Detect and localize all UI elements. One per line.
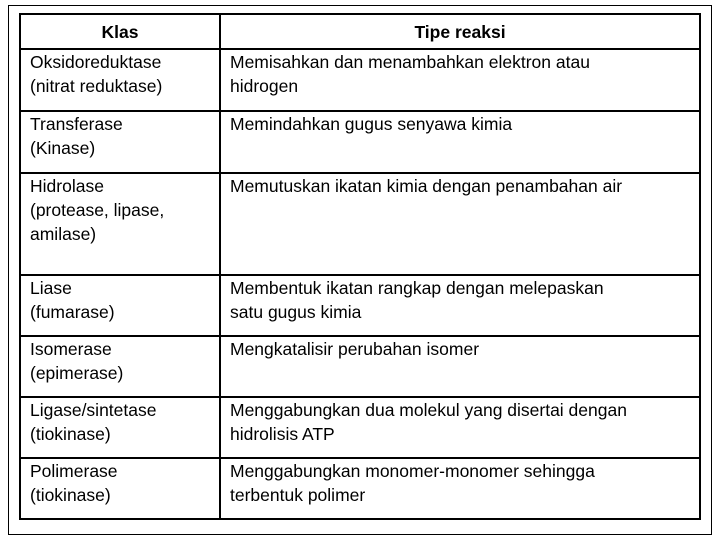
tipe-cell bbox=[220, 173, 700, 275]
header-row bbox=[20, 14, 700, 49]
header-tipe-reaksi: Tipe reaksi bbox=[220, 14, 700, 49]
table-row bbox=[20, 397, 700, 458]
klas-cell bbox=[20, 275, 220, 336]
klas-name: Ligase/sintetase bbox=[30, 400, 157, 420]
klas-name: Oksidoreduktase bbox=[30, 52, 162, 72]
klas-cell bbox=[20, 336, 220, 397]
header-klas: Klas bbox=[20, 14, 220, 49]
tipe-line: Memisahkan dan menambahkan elektron atau bbox=[230, 52, 590, 72]
tipe-line: Menggabungkan monomer-monomer sehingga bbox=[230, 461, 595, 481]
table-row bbox=[20, 336, 700, 397]
tipe-cell bbox=[220, 111, 700, 173]
tipe-cell bbox=[220, 275, 700, 336]
table-row bbox=[20, 458, 700, 519]
tipe-cell bbox=[220, 397, 700, 458]
klas-name: Hidrolase bbox=[30, 176, 104, 196]
klas-name: Polimerase bbox=[30, 461, 118, 481]
tipe-cell bbox=[220, 458, 700, 519]
table-row bbox=[20, 275, 700, 336]
tipe-line: Memutuskan ikatan kimia dengan penambahan air bbox=[230, 176, 623, 196]
tipe-line: satu gugus kimia bbox=[230, 302, 362, 322]
tipe-cell bbox=[220, 336, 700, 397]
klas-name: Transferase bbox=[30, 114, 123, 134]
tipe-line: Memindahkan gugus senyawa kimia bbox=[230, 114, 513, 134]
klas-example: (epimerase) bbox=[30, 363, 124, 383]
klas-cell bbox=[20, 173, 220, 275]
tipe-cell bbox=[220, 49, 700, 111]
table-row bbox=[20, 111, 700, 173]
tipe-line: hidrolisis ATP bbox=[230, 424, 335, 444]
klas-example: (tiokinase) bbox=[30, 424, 111, 444]
klas-cell bbox=[20, 397, 220, 458]
klas-cell bbox=[20, 49, 220, 111]
klas-name: Liase bbox=[30, 278, 72, 298]
klas-example: (fumarase) bbox=[30, 302, 115, 322]
klas-example: (Kinase) bbox=[30, 138, 96, 158]
klas-example: (protease, lipase, bbox=[30, 200, 165, 220]
tipe-line: terbentuk polimer bbox=[230, 485, 366, 505]
klas-cell bbox=[20, 111, 220, 173]
klas-example: (tiokinase) bbox=[30, 485, 111, 505]
klas-example: (nitrat reduktase) bbox=[30, 76, 163, 96]
klas-example: amilase) bbox=[30, 224, 97, 244]
klas-name: Isomerase bbox=[30, 339, 112, 359]
klas-cell bbox=[20, 458, 220, 519]
tipe-line: hidrogen bbox=[230, 76, 299, 96]
enzyme-class-table bbox=[19, 13, 701, 520]
table-row bbox=[20, 173, 700, 275]
table-row bbox=[20, 49, 700, 111]
tipe-line: Mengkatalisir perubahan isomer bbox=[230, 339, 480, 359]
tipe-line: Membentuk ikatan rangkap dengan melepaskan bbox=[230, 278, 604, 298]
tipe-line: Menggabungkan dua molekul yang disertai dengan bbox=[230, 400, 627, 420]
